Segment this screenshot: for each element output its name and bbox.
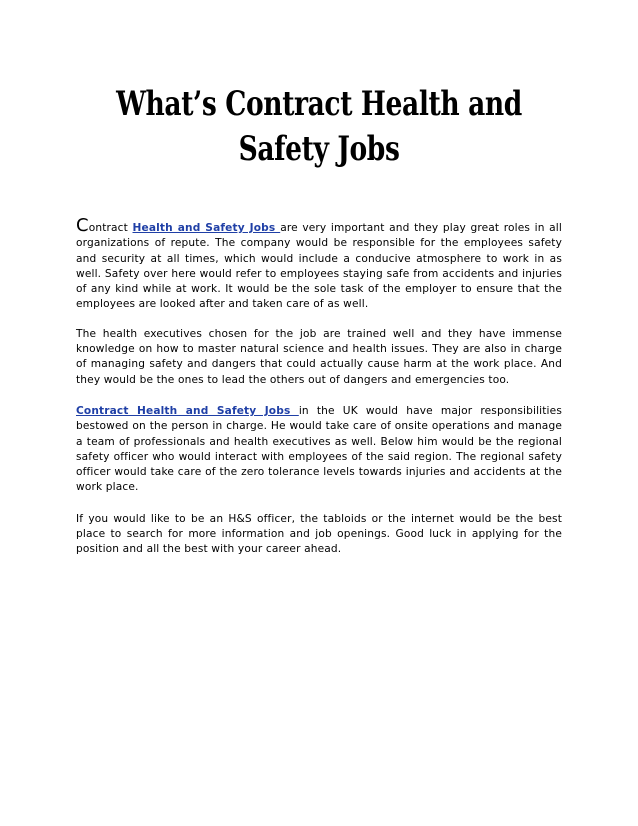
document-page — [76, 82, 562, 574]
paragraph-1 — [76, 215, 562, 313]
paragraph-1-intro: ontract — [88, 222, 133, 234]
document-body — [76, 215, 562, 558]
paragraph-2: The health executives chosen for the job are trained well and they have immense knowledge on how to master natural science and health issues. They are also in charge of managing safety and dangers that could actually cause harm at the work place. And they would be the ones to lead the others out of dangers and emergencies too. — [76, 327, 562, 386]
paragraph-3-text: in the UK would have major responsibilities bestowed on the person in charge. He would take care of onsite operations and manage a team of professionals and health executives as well. Below him would be the regional safety officer who would interact with employees of the said region. The regional safety officer would take care of the zero tolerance levels towards injuries and accidents at the work place. — [76, 404, 562, 494]
health-and-safety-jobs-link[interactable]: Health and Safety Jobs — [132, 222, 281, 234]
drop-cap: C — [76, 215, 89, 236]
paragraph-4: If you would like to be an H&S officer, the tabloids or the internet would be the best place to search for more information and job openings. Good luck in applying for the position and all the best with your career ahead. — [76, 512, 562, 556]
paragraph-3 — [76, 404, 562, 496]
paragraph-1-text: are very important and they play great roles in all organizations of repute. The company would be responsible for the employees safety and security at all times, which would include a conducive atmosphere to work in as well. Safety over here would refer to employees staying safe from accidents and injuries of any kind while at work. It would be the sole task of the employer to ensure that the employees are looked after and taken care of as well. — [76, 222, 562, 311]
contract-health-and-safety-jobs-link[interactable]: Contract Health and Safety Jobs — [76, 404, 299, 417]
document-title: What’s Contract Health and Safety Jobs — [116, 84, 522, 169]
